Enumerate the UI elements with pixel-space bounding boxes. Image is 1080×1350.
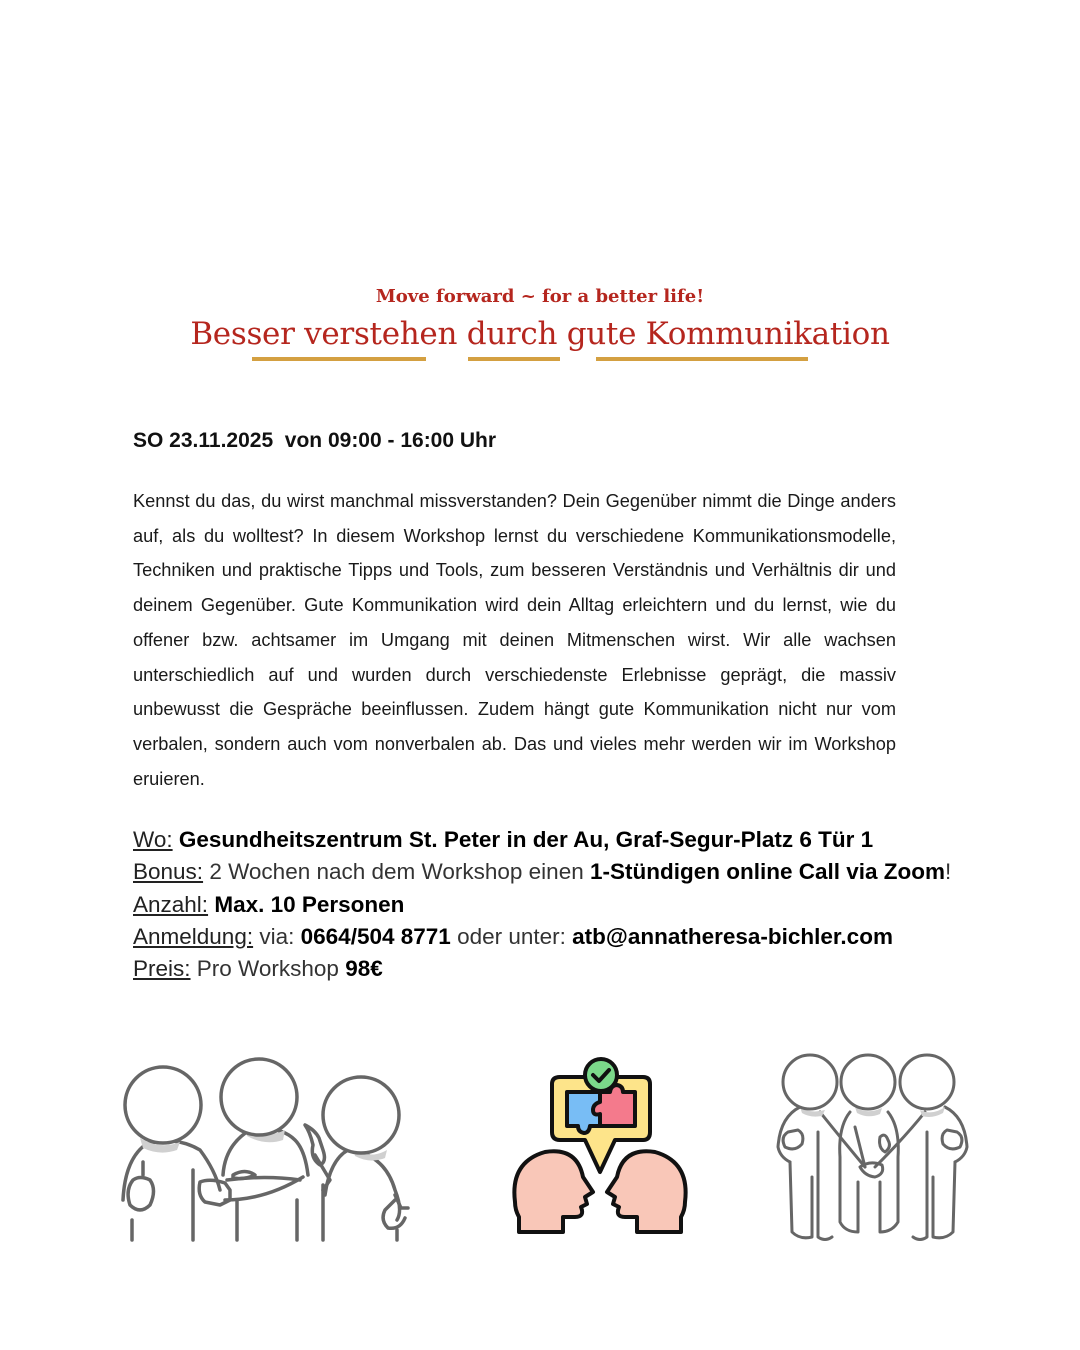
price-value: 98€: [345, 956, 383, 982]
location-label: Wo:: [133, 827, 173, 852]
bonus-text: 2 Wochen nach dem Workshop einen: [209, 859, 584, 885]
info-bonus: [133, 856, 1073, 888]
registration-label: Anmeldung:: [133, 923, 254, 949]
capacity-label: Anzahl:: [133, 891, 209, 917]
bonus-suffix: !: [945, 859, 952, 885]
title-underline: [596, 357, 808, 361]
registration-or: oder unter:: [457, 923, 566, 949]
title-underline: [468, 357, 560, 361]
tagline: Move forward ~ for a better life!: [375, 286, 705, 307]
info-location: [133, 824, 1073, 856]
info-block: [133, 824, 1073, 985]
event-date: SO 23.11.2025 von 09:00 - 16:00 Uhr: [133, 429, 497, 452]
page-title: Besser verstehen durch gute Kommunikation: [190, 316, 890, 352]
teamwork-hands-icon: [770, 1052, 975, 1247]
group-discussion-icon: [105, 1050, 430, 1245]
capacity-value: Max. 10 Personen: [214, 891, 405, 917]
registration-phone[interactable]: 0664/504 8771: [300, 923, 451, 949]
bonus-highlight: 1-Stündigen online Call via Zoom: [590, 859, 946, 885]
location-value: Gesundheitszentrum St. Peter in der Au, Graf-Segur-Platz 6 Tür 1: [178, 827, 874, 852]
info-price: [133, 953, 1073, 985]
price-label: Preis:: [133, 956, 191, 982]
event-description: Kennst du das, du wirst manchmal missverstanden? Dein Gegenüber nimmt die Dinge anders auf, als du wolltest? In diesem Workshop lernst du verschiedene Kommunikationsmodelle, Techniken und praktische Tipps und Tools, zum besseren Verständnis und Verhältnis dir und deinem Gegenüber. Gute Kommunikation wird dein Alltag erleichtern und du lernst, wie du offener bzw. achtsamer im Umgang mit deinen Mitmenschen wirst. Wir alle wachsen unterschiedlich auf und wurden durch verschiedenste Erlebnisse geprägt, die massiv unbewusst die Gespräche beeinflussen. Zudem hängt gute Kommunikation nicht nur vom verbalen, sondern auch vom nonverbalen ab. Das und vieles mehr werden wir im Workshop eruieren.: [133, 491, 896, 789]
price-text: Pro Workshop: [196, 956, 339, 982]
registration-email[interactable]: atb@annatheresa-bichler.com: [572, 923, 893, 949]
registration-via: via:: [259, 923, 295, 949]
bonus-label: Bonus:: [133, 859, 204, 885]
title-underline: [252, 357, 426, 361]
info-capacity: [133, 889, 1073, 921]
communication-puzzle-icon: [505, 1052, 695, 1237]
info-registration: [133, 921, 1073, 953]
